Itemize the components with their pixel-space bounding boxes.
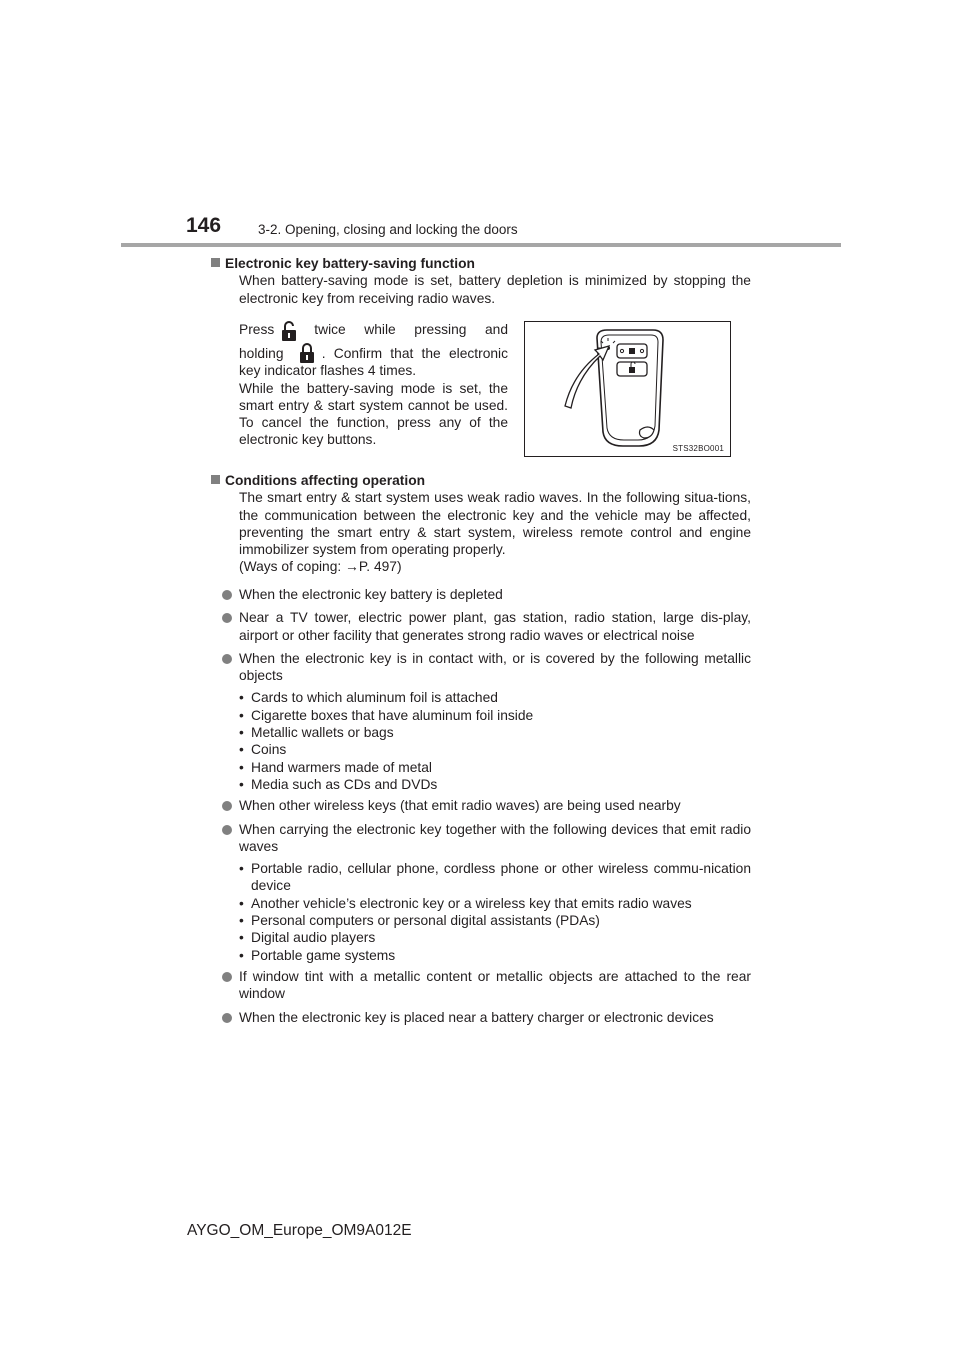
sub-list-item: • Coins <box>239 742 287 758</box>
sub-list-item: • Portable radio, cellular phone, cordless phone or other wireless commu-nication device <box>239 861 751 894</box>
figure-code: STS32BO001 <box>672 444 724 453</box>
sub-list-item: • Media such as CDs and DVDs <box>239 776 438 792</box>
sub-list-item: • Cards to which aluminum foil is attached <box>239 690 498 706</box>
lock-icon <box>296 342 318 362</box>
sub-list-item: • Cigarette boxes that have aluminum foil inside <box>239 707 534 723</box>
battery-saving-body: While the battery-saving mode is set, the smart entry & start system cannot be used. To cancel the function, press any of the electronic key buttons. <box>239 380 508 448</box>
coping-reference: (Ways of coping: →P. 497) <box>239 559 402 575</box>
document-code: AYGO_OM_Europe_OM9A012E <box>187 1222 412 1239</box>
sub-list-item: • Portable game systems <box>239 947 396 963</box>
press-after: twice while pressing and <box>314 322 508 338</box>
bullet-icon <box>222 613 232 623</box>
battery-saving-instructions <box>239 320 508 449</box>
page-number: 146 <box>186 214 222 237</box>
conditions-section <box>211 472 751 576</box>
list-item: When the electronic key is placed near a battery charger or electronic devices <box>239 1009 751 1026</box>
list-item: When carrying the electronic key together with the following devices that emit radio waves <box>239 821 751 856</box>
list-item: When the electronic key is in contact with, or is covered by the following metallic objects <box>239 650 751 685</box>
press-word: Press <box>239 322 275 338</box>
bullet-icon <box>222 654 232 664</box>
list-item: When the electronic key battery is depleted <box>239 586 751 603</box>
square-bullet-icon <box>211 475 220 484</box>
sub-list-item: • Personal computers or personal digital assistants (PDAs) <box>239 913 600 929</box>
list-item: Near a TV tower, electric power plant, gas station, radio station, large dis-play, airport or other facility that generates strong radio waves or electrical noise <box>239 609 751 644</box>
holding-word: holding <box>239 346 284 361</box>
square-bullet-icon <box>211 258 220 267</box>
list-item: If window tint with a metallic content or metallic objects are attached to the rear window <box>239 968 751 1003</box>
bullet-icon <box>222 590 232 600</box>
metallic-objects-list <box>211 689 751 793</box>
bullet-icon <box>222 1013 232 1023</box>
bullet-icon <box>222 825 232 835</box>
holding-after: . Confirm that the electronic key indicator flashes 4 times. <box>239 346 508 379</box>
battery-saving-section <box>211 255 751 307</box>
header-rule <box>121 243 841 247</box>
bullet-icon <box>222 972 232 982</box>
sub-list-item: • Hand warmers made of metal <box>239 759 432 775</box>
unlock-icon <box>278 320 300 340</box>
electronic-key-illustration <box>525 322 730 456</box>
conditions-intro: The smart entry & start system uses weak radio waves. In the following situa-tions, the communication between the electronic key and the vehicle may be affected, preventing the smart entry & start system, wireless remote control and engine immobilizer system from operating properly. <box>239 490 751 558</box>
battery-saving-intro: When battery-saving mode is set, battery depletion is minimized by stopping the electronic key from receiving radio waves. <box>239 273 751 306</box>
bullet-icon <box>222 801 232 811</box>
sub-list-item: • Another vehicle’s electronic key or a wireless key that emits radio waves <box>239 895 692 911</box>
sub-list-item: • Metallic wallets or bags <box>239 725 394 741</box>
battery-saving-heading: Electronic key battery-saving function <box>211 255 751 272</box>
electronic-key-figure <box>524 321 731 457</box>
conditions-list <box>211 586 751 1032</box>
devices-list <box>211 860 751 964</box>
conditions-heading: Conditions affecting operation <box>211 472 751 489</box>
list-item: When other wireless keys (that emit radio waves) are being used nearby <box>239 797 751 814</box>
sub-list-item: • Digital audio players <box>239 930 376 946</box>
section-title: 3-2. Opening, closing and locking the doors <box>258 222 518 237</box>
